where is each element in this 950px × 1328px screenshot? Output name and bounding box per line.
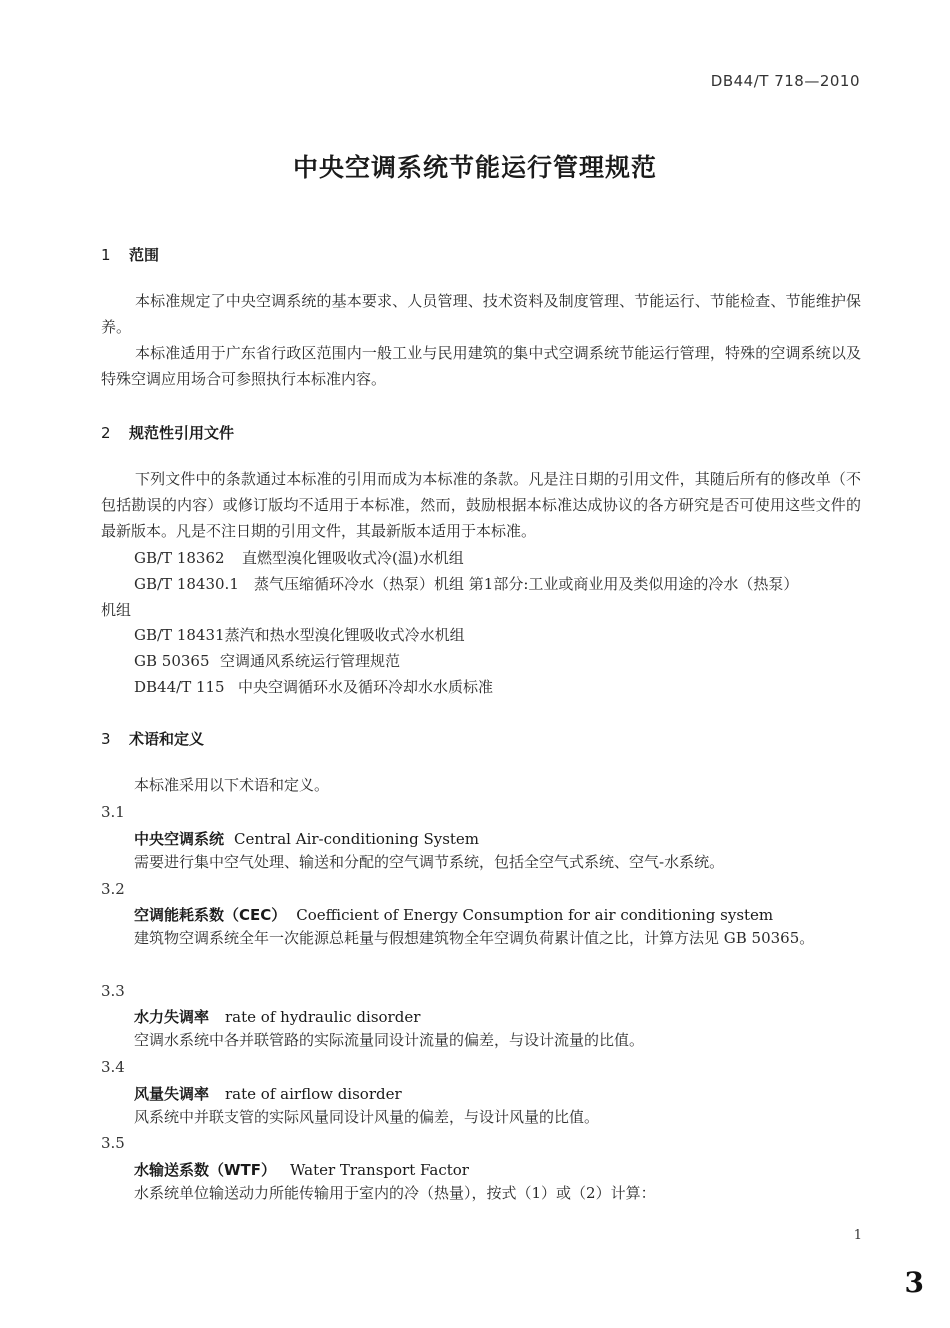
reference-code: GB 50365 (134, 652, 210, 670)
section-3-heading (101, 728, 204, 749)
term-heading (134, 828, 479, 849)
section-number: 1 (101, 246, 111, 264)
section-1-paragraph-2: 本标准适用于广东省行政区范围内一般工业与民用建筑的集中式空调系统节能运行管理，特殊的空调系统以及特殊空调应用场合可参照执行本标准内容。 (101, 344, 861, 388)
section-title: 规范性引用文件 (129, 424, 235, 442)
reference-item-continuation (101, 599, 131, 620)
reference-title: 中央空调循环水及循环冷却水水质标准 (238, 678, 494, 696)
section-1-paragraph-1: 本标准规定了中央空调系统的基本要求、人员管理、技术资料及制度管理、节能运行、节能检查、节能维护保养。 (101, 292, 861, 336)
term-heading (134, 1006, 420, 1027)
reference-title: 直燃型溴化锂吸收式冷(温)水机组 (242, 549, 464, 567)
reference-title: 蒸汽和热水型溴化锂吸收式冷水机组 (224, 626, 465, 644)
section-number: 3 (101, 730, 111, 748)
reference-title: 蒸气压缩循环冷水（热泵）机组 第1部分:工业或商业用及类似用途的冷水（热泵） (254, 575, 799, 593)
clause-number: 3.3 (101, 982, 125, 1000)
reference-item (134, 650, 400, 671)
term-heading (134, 1159, 469, 1180)
section-title: 术语和定义 (129, 730, 205, 748)
section-number: 2 (101, 424, 111, 442)
term-name-en: Water Transport Factor (290, 1161, 469, 1179)
term-name-zh: 空调能耗系数（CEC） (134, 906, 287, 924)
term-definition: 风系统中并联支管的实际风量同设计风量的偏差，与设计风量的比值。 (134, 1108, 600, 1126)
section-1-heading (101, 244, 159, 265)
reference-title: 空调通风系统运行管理规范 (220, 652, 401, 670)
clause-number: 3.2 (101, 880, 125, 898)
section-2-paragraph-1: 下列文件中的条款通过本标准的引用而成为本标准的条款。凡是注日期的引用文件，其随后所有的修改单（不包括勘误的内容）或修订版均不适用于本标准，然而，鼓励根据本标准达成协议的各方研究是否可使用这些文件的最新版本。凡是不注日期的引用文件，其最新版本适用于本标准。 (101, 470, 861, 540)
term-name-zh: 中央空调系统 (134, 830, 225, 848)
reference-title: 机组 (101, 601, 132, 619)
reference-item (134, 547, 464, 568)
section-title: 范围 (129, 246, 160, 264)
term-heading (134, 904, 773, 925)
reference-item (134, 624, 465, 645)
section-2-heading (101, 422, 234, 443)
corner-page-marker: 3 (904, 1266, 924, 1299)
term-name-en: Coefficient of Energy Consumption for air conditioning system (296, 906, 774, 924)
term-definition: 空调水系统中各并联管路的实际流量同设计流量的偏差，与设计流量的比值。 (134, 1031, 645, 1049)
reference-item (134, 573, 798, 594)
clause-number: 3.4 (101, 1058, 125, 1076)
term-name-en: rate of hydraulic disorder (225, 1008, 421, 1026)
document-code: DB44/T 718—2010 (710, 72, 860, 90)
document-title: 中央空调系统节能运行管理规范 (292, 153, 657, 182)
term-name-en: rate of airflow disorder (225, 1085, 402, 1103)
reference-code: DB44/T 115 (134, 678, 225, 696)
clause-number: 3.1 (101, 803, 125, 821)
term-name-zh: 水力失调率 (134, 1008, 210, 1026)
clause-number: 3.5 (101, 1134, 125, 1152)
reference-code: GB/T 18362 (134, 549, 225, 567)
term-definition: 建筑物空调系统全年一次能源总耗量与假想建筑物全年空调负荷累计值之比，计算方法见 GB 50365。 (134, 929, 815, 947)
reference-item (134, 676, 493, 697)
page-number: 1 (853, 1228, 862, 1243)
term-definition: 水系统单位输送动力所能传输用于室内的冷（热量），按式（1）或（2）计算： (134, 1184, 656, 1202)
term-definition: 需要进行集中空气处理、输送和分配的空气调节系统，包括全空气式系统、空气-水系统。 (134, 853, 725, 871)
term-name-zh: 风量失调率 (134, 1085, 210, 1103)
term-heading (134, 1083, 402, 1104)
reference-code: GB/T 18431 (134, 626, 225, 644)
reference-code: GB/T 18430.1 (134, 575, 239, 593)
section-3-intro: 本标准采用以下术语和定义。 (134, 776, 330, 794)
term-name-en: Central Air-conditioning System (234, 830, 480, 848)
term-name-zh: 水输送系数（WTF） (134, 1161, 277, 1179)
